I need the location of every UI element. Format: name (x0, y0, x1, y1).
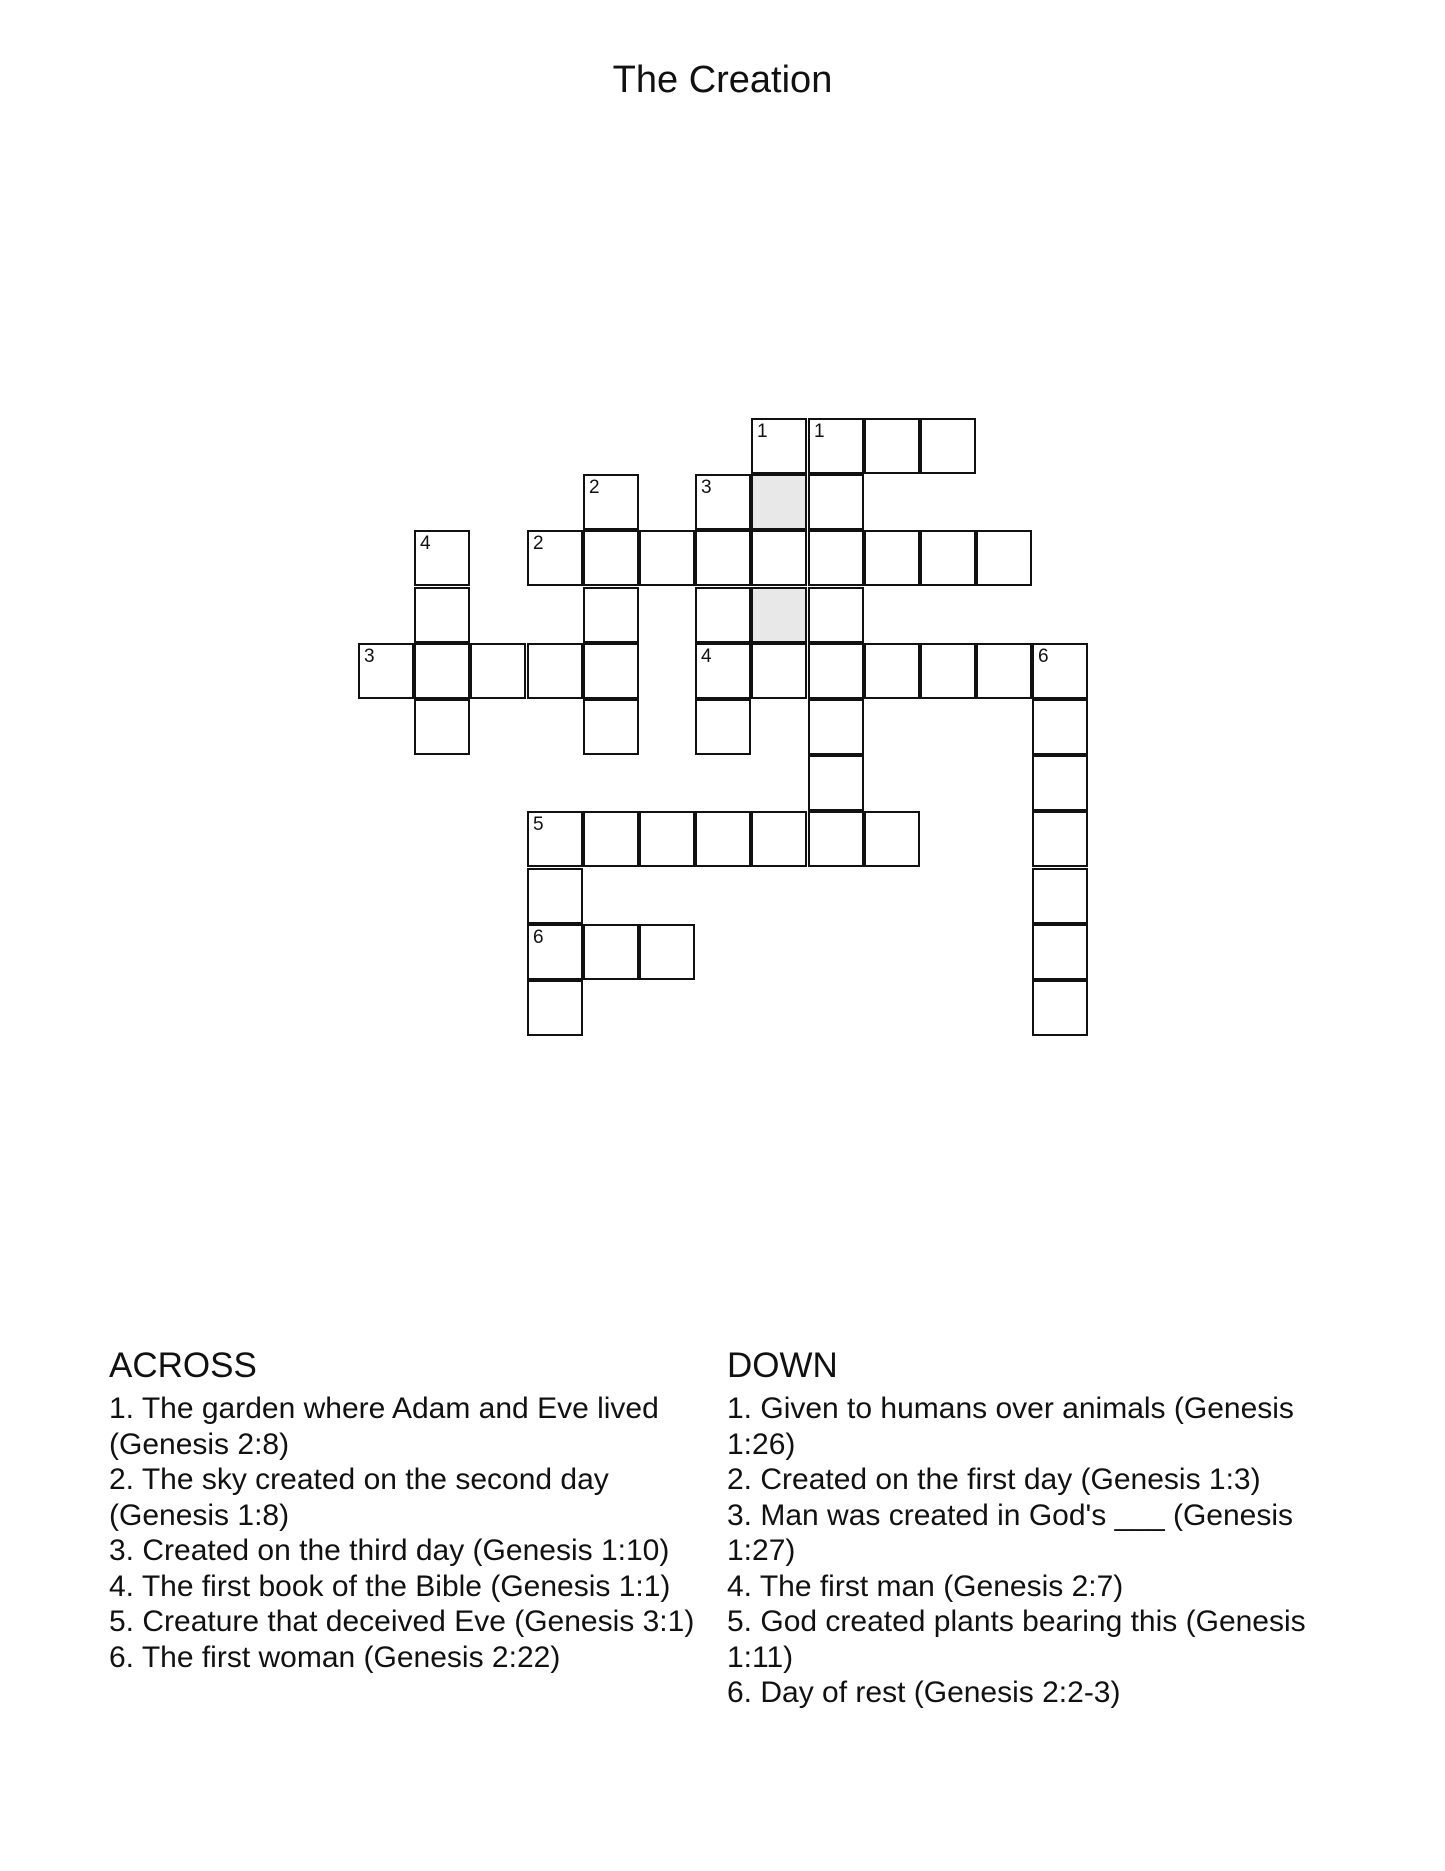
crossword-cell[interactable] (920, 418, 976, 474)
crossword-cell[interactable] (527, 811, 583, 867)
clue-number: 6 (533, 927, 544, 948)
crossword-cell[interactable] (583, 924, 639, 980)
down-clue: 5. God created plants bearing this (Genesis 1:11) (727, 1605, 1306, 1674)
across-clue: 2. The sky created on the second day (Genesis 1:8) (109, 1463, 609, 1532)
crossword-cell[interactable] (864, 418, 920, 474)
crossword-cell[interactable] (583, 811, 639, 867)
crossword-cell[interactable] (414, 587, 470, 643)
crossword-cell[interactable] (695, 530, 751, 586)
crossword-cell[interactable] (808, 755, 864, 811)
crossword-cell[interactable] (920, 530, 976, 586)
crossword-cell[interactable] (639, 530, 695, 586)
crossword-cell[interactable] (358, 643, 414, 699)
crossword-cell[interactable] (808, 530, 864, 586)
crossword-cell[interactable] (695, 811, 751, 867)
crossword-cell[interactable] (527, 643, 583, 699)
crossword-cell-shaded[interactable] (751, 474, 807, 530)
down-clue: 2. Created on the first day (Genesis 1:3) (727, 1463, 1261, 1496)
crossword-cell[interactable] (751, 530, 807, 586)
clue-number: 2 (533, 533, 544, 554)
across-clue: 6. The first woman (Genesis 2:22) (109, 1640, 561, 1674)
crossword-cell[interactable] (583, 474, 639, 530)
clue-number: 1 (814, 421, 825, 442)
crossword-cell[interactable] (527, 868, 583, 924)
crossword-cell[interactable] (527, 530, 583, 586)
crossword-cell[interactable] (751, 418, 807, 474)
crossword-cell[interactable] (414, 643, 470, 699)
crossword-cell[interactable] (414, 699, 470, 755)
crossword-cell[interactable] (695, 643, 751, 699)
across-clue: 4. The first book of the Bible (Genesis 1:1) (109, 1569, 671, 1603)
crossword-cell[interactable] (639, 924, 695, 980)
crossword-cell[interactable] (920, 643, 976, 699)
crossword-cell[interactable] (470, 643, 526, 699)
clue-number: 4 (701, 646, 712, 667)
across-clue: 1. The garden where Adam and Eve lived (Genesis 2:8) (109, 1392, 659, 1461)
crossword-cell[interactable] (808, 811, 864, 867)
crossword-cell[interactable] (864, 530, 920, 586)
clue-number: 4 (420, 533, 431, 554)
crossword-cell[interactable] (808, 474, 864, 530)
crossword-cell[interactable] (864, 811, 920, 867)
crossword-cell[interactable] (864, 643, 920, 699)
crossword-cell[interactable] (583, 587, 639, 643)
crossword-cell[interactable] (527, 980, 583, 1036)
clue-number: 1 (757, 421, 768, 442)
down-clues (727, 1345, 1327, 1711)
down-clue: 3. Man was created in God's ___ (Genesis 1:27) (727, 1498, 1294, 1567)
clue-number: 5 (533, 814, 544, 835)
crossword-cell[interactable] (695, 699, 751, 755)
crossword-cell[interactable] (583, 699, 639, 755)
crossword-cell[interactable] (1032, 868, 1088, 924)
crossword-cell[interactable] (808, 643, 864, 699)
clue-number: 3 (364, 646, 375, 667)
crossword-cell[interactable] (1032, 699, 1088, 755)
crossword-cell[interactable] (808, 587, 864, 643)
page-title: The Creation (612, 59, 833, 101)
down-clue: 1. Given to humans over animals (Genesis 1:26) (727, 1392, 1294, 1461)
crossword-cell[interactable] (1032, 980, 1088, 1036)
crossword-cell[interactable] (583, 530, 639, 586)
clue-number: 2 (589, 477, 600, 498)
crossword-cell[interactable] (751, 643, 807, 699)
crossword-cell[interactable] (1032, 811, 1088, 867)
across-clue: 5. Creature that deceived Eve (Genesis 3:1) (109, 1605, 695, 1638)
down-clue: 6. Day of rest (Genesis 2:2-3) (727, 1676, 1121, 1709)
across-heading: ACROSS (109, 1346, 257, 1385)
crossword-cell[interactable] (583, 643, 639, 699)
crossword-cell[interactable] (414, 530, 470, 586)
clue-number: 6 (1038, 646, 1049, 667)
crossword-cell[interactable] (751, 811, 807, 867)
crossword-cell-shaded[interactable] (751, 587, 807, 643)
clue-number: 3 (701, 477, 712, 498)
down-heading: DOWN (727, 1346, 838, 1385)
crossword-cell[interactable] (1032, 643, 1088, 699)
crossword-cell[interactable] (1032, 755, 1088, 811)
crossword-cell[interactable] (976, 530, 1032, 586)
crossword-cell[interactable] (1032, 924, 1088, 980)
crossword-cell[interactable] (527, 924, 583, 980)
across-clues (109, 1345, 709, 1675)
crossword-cell[interactable] (808, 418, 864, 474)
crossword-cell[interactable] (695, 587, 751, 643)
crossword-cell[interactable] (695, 474, 751, 530)
crossword-cell[interactable] (808, 699, 864, 755)
crossword-cell[interactable] (639, 811, 695, 867)
across-clue: 3. Created on the third day (Genesis 1:10) (109, 1534, 670, 1567)
crossword-cell[interactable] (976, 643, 1032, 699)
down-clue: 4. The first man (Genesis 2:7) (727, 1569, 1124, 1603)
